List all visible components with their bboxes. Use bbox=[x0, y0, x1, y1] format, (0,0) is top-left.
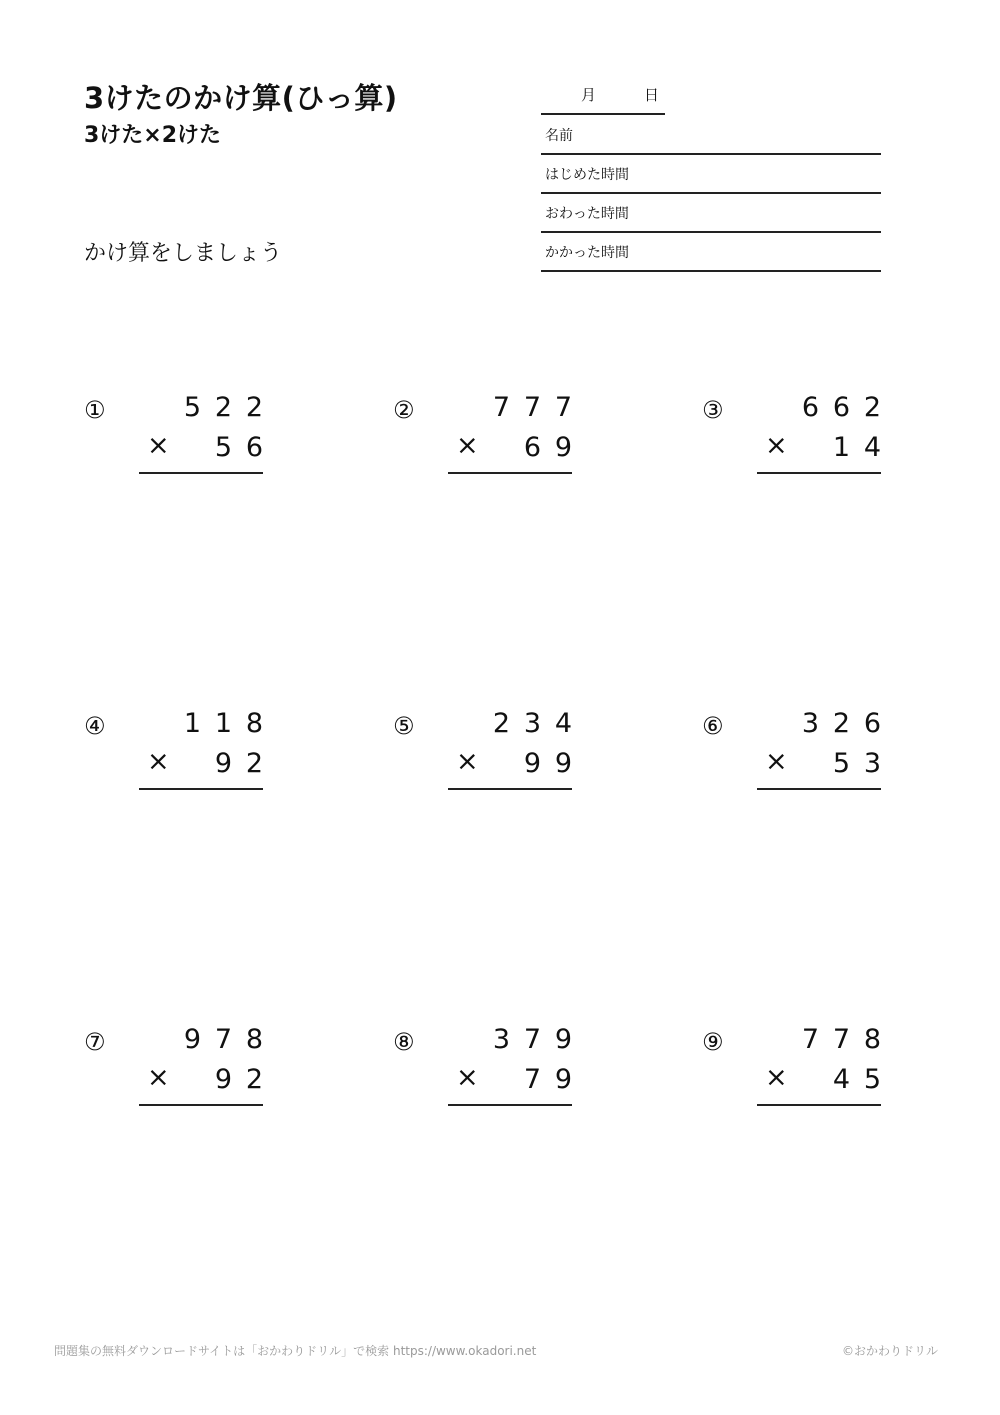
digit: 3 bbox=[801, 708, 820, 739]
problem-1 bbox=[84, 392, 274, 486]
digit: 4 bbox=[554, 708, 573, 739]
multiplicand bbox=[177, 708, 270, 739]
problem-number: ② bbox=[393, 396, 415, 424]
digit: 2 bbox=[245, 392, 264, 423]
end-time-label: おわった時間 bbox=[545, 206, 629, 222]
answer-line bbox=[448, 1104, 572, 1106]
multiplicand bbox=[486, 708, 579, 739]
times-symbol: × bbox=[456, 1062, 479, 1093]
times-symbol: × bbox=[147, 1062, 170, 1093]
month-label: 月 bbox=[581, 86, 597, 104]
elapsed-time-label: かかった時間 bbox=[545, 245, 629, 261]
page-subtitle: 3けた×2けた bbox=[84, 123, 222, 148]
digit: 6 bbox=[801, 392, 820, 423]
end-time-field bbox=[541, 193, 881, 233]
digit: 5 bbox=[183, 392, 202, 423]
digit: 4 bbox=[863, 432, 882, 463]
multiplier bbox=[208, 432, 270, 463]
digit: 6 bbox=[832, 392, 851, 423]
problem-number: ③ bbox=[702, 396, 724, 424]
digit: 4 bbox=[832, 1064, 851, 1095]
digit: 7 bbox=[523, 1024, 542, 1055]
answer-line bbox=[448, 788, 572, 790]
digit: 5 bbox=[832, 748, 851, 779]
digit: 9 bbox=[554, 1064, 573, 1095]
digit: 9 bbox=[554, 1024, 573, 1055]
digit: 3 bbox=[863, 748, 882, 779]
digit: 7 bbox=[523, 392, 542, 423]
problem-8 bbox=[393, 1024, 583, 1118]
multiplicand bbox=[486, 1024, 579, 1055]
multiplier bbox=[826, 748, 888, 779]
problem-number: ④ bbox=[84, 712, 106, 740]
multiplicand bbox=[486, 392, 579, 423]
problem-7 bbox=[84, 1024, 274, 1118]
digit: 9 bbox=[214, 1064, 233, 1095]
digit: 7 bbox=[554, 392, 573, 423]
answer-line bbox=[448, 472, 572, 474]
digit: 2 bbox=[832, 708, 851, 739]
footer-copyright: ©おかわりドリル bbox=[841, 1344, 938, 1358]
name-field bbox=[541, 115, 881, 155]
digit: 7 bbox=[801, 1024, 820, 1055]
problem-6 bbox=[702, 708, 892, 802]
problem-number: ⑨ bbox=[702, 1028, 724, 1056]
answer-line bbox=[757, 1104, 881, 1106]
problem-3 bbox=[702, 392, 892, 486]
footer-site-text: 問題集の無料ダウンロードサイトは「おかわりドリル」で検索 https://www.okadori.net bbox=[54, 1344, 537, 1358]
digit: 2 bbox=[245, 1064, 264, 1095]
problem-number: ⑧ bbox=[393, 1028, 415, 1056]
multiplier bbox=[517, 432, 579, 463]
multiplier bbox=[826, 1064, 888, 1095]
times-symbol: × bbox=[147, 746, 170, 777]
start-time-label: はじめた時間 bbox=[545, 167, 629, 183]
digit: 7 bbox=[214, 1024, 233, 1055]
multiplier bbox=[208, 1064, 270, 1095]
problem-number: ⑥ bbox=[702, 712, 724, 740]
digit: 9 bbox=[523, 748, 542, 779]
digit: 6 bbox=[863, 708, 882, 739]
digit: 9 bbox=[214, 748, 233, 779]
digit: 2 bbox=[863, 392, 882, 423]
elapsed-time-field bbox=[541, 232, 881, 272]
multiplier bbox=[517, 1064, 579, 1095]
digit: 9 bbox=[554, 748, 573, 779]
multiplicand bbox=[177, 392, 270, 423]
problem-2 bbox=[393, 392, 583, 486]
start-time-field bbox=[541, 154, 881, 194]
name-label: 名前 bbox=[545, 128, 573, 144]
digit: 6 bbox=[523, 432, 542, 463]
digit: 9 bbox=[183, 1024, 202, 1055]
digit: 2 bbox=[214, 392, 233, 423]
times-symbol: × bbox=[147, 430, 170, 461]
answer-line bbox=[139, 472, 263, 474]
times-symbol: × bbox=[456, 746, 479, 777]
digit: 2 bbox=[245, 748, 264, 779]
multiplier bbox=[208, 748, 270, 779]
answer-line bbox=[757, 788, 881, 790]
digit: 6 bbox=[245, 432, 264, 463]
answer-line bbox=[139, 1104, 263, 1106]
problem-number: ⑦ bbox=[84, 1028, 106, 1056]
date-field bbox=[541, 80, 665, 115]
digit: 8 bbox=[863, 1024, 882, 1055]
instruction-text: かけ算をしましょう bbox=[84, 241, 283, 266]
multiplicand bbox=[795, 392, 888, 423]
digit: 5 bbox=[214, 432, 233, 463]
multiplicand bbox=[795, 1024, 888, 1055]
problem-9 bbox=[702, 1024, 892, 1118]
page-title: 3けたのかけ算(ひっ算) bbox=[84, 81, 398, 115]
times-symbol: × bbox=[456, 430, 479, 461]
answer-line bbox=[757, 472, 881, 474]
times-symbol: × bbox=[765, 1062, 788, 1093]
digit: 3 bbox=[492, 1024, 511, 1055]
problem-number: ⑤ bbox=[393, 712, 415, 740]
digit: 9 bbox=[554, 432, 573, 463]
day-label: 日 bbox=[644, 86, 660, 104]
multiplier bbox=[517, 748, 579, 779]
answer-line bbox=[139, 788, 263, 790]
digit: 1 bbox=[832, 432, 851, 463]
digit: 8 bbox=[245, 708, 264, 739]
digit: 1 bbox=[183, 708, 202, 739]
digit: 2 bbox=[492, 708, 511, 739]
multiplier bbox=[826, 432, 888, 463]
digit: 7 bbox=[832, 1024, 851, 1055]
digit: 7 bbox=[492, 392, 511, 423]
digit: 7 bbox=[523, 1064, 542, 1095]
multiplicand bbox=[795, 708, 888, 739]
problem-number: ① bbox=[84, 396, 106, 424]
problem-5 bbox=[393, 708, 583, 802]
times-symbol: × bbox=[765, 430, 788, 461]
times-symbol: × bbox=[765, 746, 788, 777]
problem-4 bbox=[84, 708, 274, 802]
digit: 3 bbox=[523, 708, 542, 739]
multiplicand bbox=[177, 1024, 270, 1055]
digit: 8 bbox=[245, 1024, 264, 1055]
digit: 5 bbox=[863, 1064, 882, 1095]
digit: 1 bbox=[214, 708, 233, 739]
